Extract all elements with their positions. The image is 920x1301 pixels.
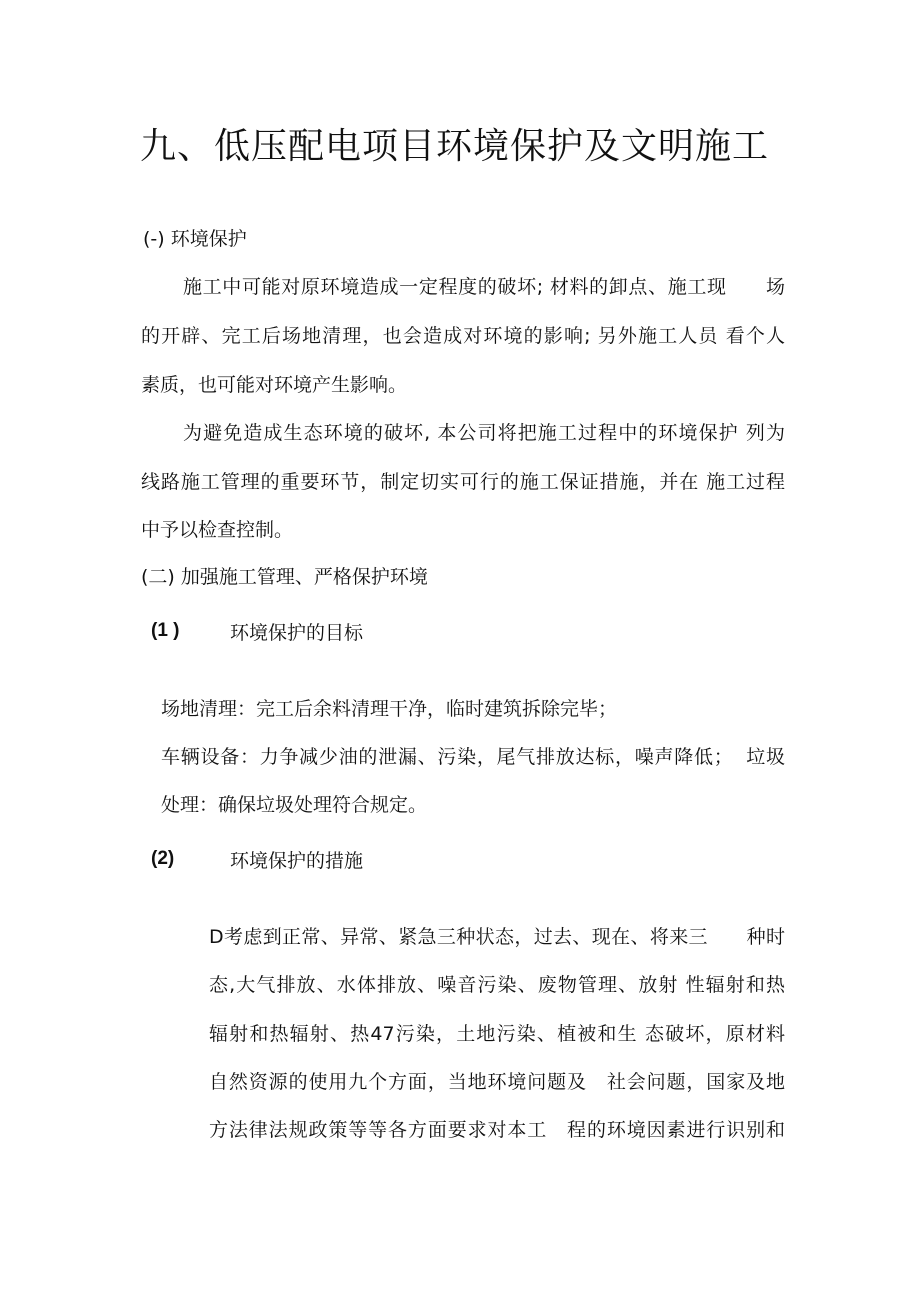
target-line-1: 场地清理：完工后余料清理干净，临时建筑拆除完毕；	[161, 698, 618, 720]
paragraph-1-line-3: 素质，也可能对环境产生影响。	[141, 374, 408, 396]
section-2-heading: (二) 加强施工管理、严格保护环境	[141, 566, 428, 588]
measure-line-1: D考虑到正常、异常、紧急三种状态，过去、现在、将来三 种时	[209, 926, 785, 948]
target-line-3: 处理：确保垃圾处理符合规定。	[161, 794, 428, 816]
measure-line-2: 态,大气排放、水体排放、噪音污染、废物管理、放射 性辐射和热	[209, 974, 785, 996]
target-line-2: 车辆设备：力争减少油的泄漏、污染，尾气排放达标，噪声降低； 垃圾	[161, 746, 785, 768]
measure-line-4: 自然资源的使用九个方面，当地环境问题及 社会问题，国家及地	[209, 1071, 785, 1093]
paragraph-2-line-1: 为避免造成生态环境的破坏, 本公司将把施工过程中的环境保护 列为	[183, 422, 785, 444]
paragraph-2-line-2: 线路施工管理的重要环节，制定切实可行的施工保证措施，并在 施工过程	[141, 471, 785, 493]
paragraph-1-line-2: 的开辟、完工后场地清理，也会造成对环境的影响; 另外施工人员 看个人	[141, 325, 785, 347]
subsection-1-label: 环境保护的目标	[230, 622, 364, 644]
section-1-heading: (-) 环境保护	[143, 228, 247, 250]
paragraph-2-line-3: 中予以检查控制。	[141, 519, 294, 541]
page-title: 九、低压配电项目环境保护及文明施工	[140, 126, 770, 167]
subsection-2-number: (2)	[151, 848, 175, 869]
paragraph-1-line-1: 施工中可能对原环境造成一定程度的破坏; 材料的卸点、施工现 场	[183, 276, 785, 298]
subsection-1-number: (1 )	[151, 620, 180, 641]
measure-line-5: 方法律法规政策等等各方面要求对本工 程的环境因素进行识别和	[209, 1119, 785, 1141]
measure-line-3: 辐射和热辐射、热47污染，土地污染、植被和生 态破坏，原材料	[209, 1023, 785, 1045]
subsection-2-label: 环境保护的措施	[230, 850, 364, 872]
